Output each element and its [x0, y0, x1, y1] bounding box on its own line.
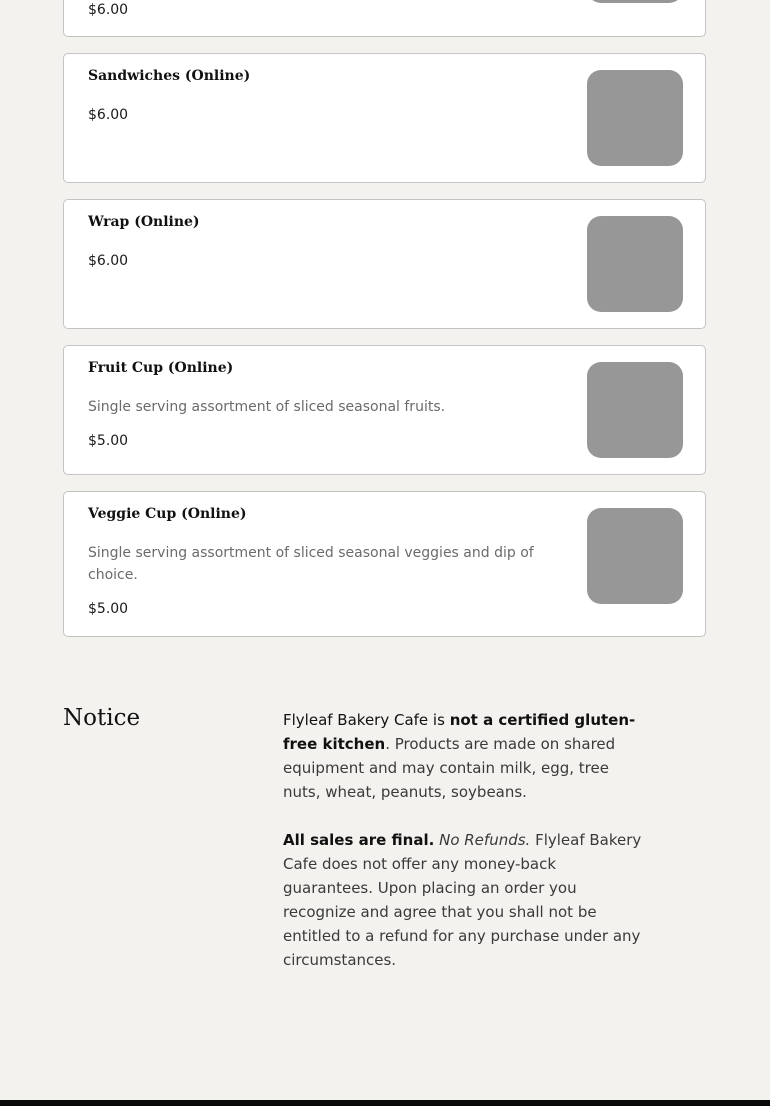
menu-item-card[interactable]: [63, 345, 706, 475]
item-thumbnail: [587, 216, 683, 312]
item-description: Single serving assortment of sliced seasonal fruits.: [88, 399, 446, 415]
notice-body: [283, 708, 645, 996]
item-description: Single serving assortment of sliced seasonal veggies and dip of choice.: [88, 545, 534, 583]
item-title: Sandwiches (Online): [88, 68, 251, 84]
item-thumbnail: [587, 362, 683, 458]
footer-bar: [0, 1100, 770, 1106]
gluten-notice-lead: Flyleaf Bakery Cafe is: [283, 711, 450, 729]
refund-notice-italic: No Refunds.: [439, 831, 531, 849]
item-title: Fruit Cup (Online): [88, 360, 234, 376]
notice-heading: Notice: [63, 705, 141, 731]
gluten-notice: [283, 708, 645, 804]
refund-notice-text: Flyleaf Bakery Cafe does not offer any money-back guarantees. Upon placing an order you recognize and agree that you shall not be entitled to a refund for any purchase under any circumstances.: [283, 831, 642, 969]
item-thumbnail: [587, 0, 683, 3]
item-thumbnail: [587, 508, 683, 604]
menu-item-card[interactable]: [63, 199, 706, 329]
item-price: $5.00: [88, 601, 129, 617]
item-thumbnail: [587, 70, 683, 166]
gluten-notice-emphasis: not a certified gluten-free kitchen: [283, 711, 636, 753]
refund-notice-emphasis: All sales are final.: [283, 831, 435, 849]
item-title: Wrap (Online): [88, 214, 200, 230]
menu-item-card[interactable]: [63, 53, 706, 183]
item-price: $6.00: [88, 253, 129, 269]
menu-item-card[interactable]: [63, 0, 706, 37]
item-price: $6.00: [88, 107, 129, 123]
item-title: Veggie Cup (Online): [88, 506, 247, 522]
item-price: $6.00: [88, 2, 129, 18]
gluten-notice-text: . Products are made on shared equipment and may contain milk, egg, tree nuts, wheat, peanuts, soybeans.: [283, 735, 616, 801]
menu-item-card[interactable]: [63, 491, 706, 637]
refund-notice: [283, 828, 645, 972]
item-price: $5.00: [88, 433, 129, 449]
